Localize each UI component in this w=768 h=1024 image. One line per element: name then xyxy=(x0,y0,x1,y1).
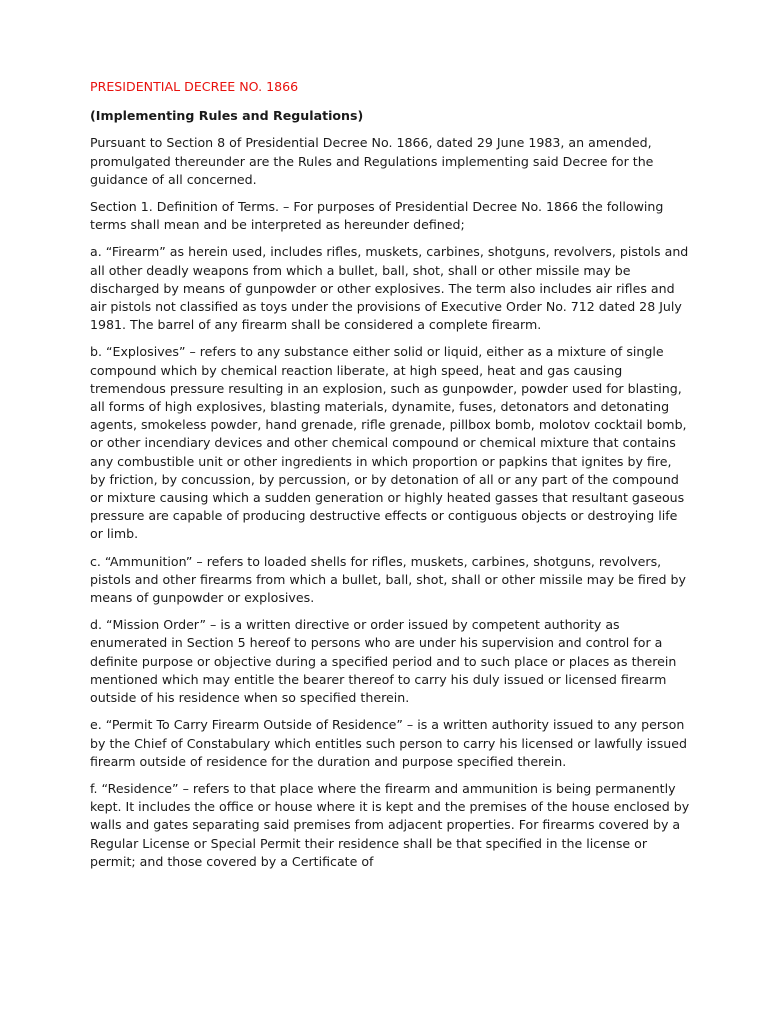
paragraph-preamble: Pursuant to Section 8 of Presidential Decree No. 1866, dated 29 June 1983, an amended, promulgated thereunder are the Rules and Regulations implementing said Decree for the guidance of all concerned. xyxy=(90,135,654,187)
paragraph-residence: f. “Residence” – refers to that place where the firearm and ammunition is being permanently kept. It includes the office or house where it is kept and the premises of the house enclosed by walls and gates separating said premises from adjacent properties. For firearms covered by a Regular License or Special Permit their residence shall be that specified in the license or permit; and those covered by a Certificate of xyxy=(90,780,690,869)
paragraph-firearm: a. “Firearm” as herein used, includes rifles, muskets, carbines, shotguns, revolvers, pistols and all other deadly weapons from which a bullet, ball, shot, shall or other missile may be discharged by means of gunpowder or other explosives. The term also includes air rifles and air pistols not classified as toys under the provisions of Executive Order No. 712 dated 28 July 1981. The barrel of any firearm shall be considered a complete firearm. xyxy=(90,244,689,333)
document-page xyxy=(90,78,690,880)
document-subtitle: (Implementing Rules and Regulations) xyxy=(90,108,364,124)
document-title: PRESIDENTIAL DECREE NO. 1866 xyxy=(90,79,299,94)
paragraph-section-1: Section 1. Definition of Terms. – For purposes of Presidential Decree No. 1866 the following terms shall mean and be interpreted as hereunder defined; xyxy=(90,199,664,233)
paragraph-ammunition: c. “Ammunition” – refers to loaded shells for rifles, muskets, carbines, shotguns, revolvers, pistols and other firearms from which a bullet, ball, shot, shall or other missile may be fired by means of gunpowder or explosives. xyxy=(90,553,686,606)
paragraph-permit-to-carry: e. “Permit To Carry Firearm Outside of Residence” – is a written authority issued to any person by the Chief of Constabulary which entitles such person to carry his licensed or lawfully issued firearm outside of residence for the duration and purpose specified therein. xyxy=(90,717,687,769)
paragraph-mission-order: d. “Mission Order” – is a written directive or order issued by competent authority as enumerated in Section 5 hereof to persons who are under his supervision and control for a definite purpose or objective during a specified period and to such place or places as therein mentioned which may entitle the bearer thereof to carry his duly issued or licensed firearm outside of his residence when so specified therein. xyxy=(90,617,677,706)
paragraph-explosives: b. “Explosives” – refers to any substance either solid or liquid, either as a mixture of single compound which by chemical reaction liberate, at high speed, heat and gas causing tremendous pressure resulting in an explosion, such as gunpowder, powder used for blasting, all forms of high explosives, blasting materials, dynamite, fuses, detonators and detonating agents, smokeless powder, hand grenade, rifle grenade, pillbox bomb, molotov cocktail bomb, or other incendiary devices and other chemical compound or chemical mixture that contains any combustible unit or other ingredients in which proportion or papkins that ignites by fire, by friction, by concussion, by percussion, or by detonation of all or any part of the compound or mixture causing which a sudden generation or highly heated gasses that resultant gaseous pressure are capable of producing destructive effects or contiguous objects or destroying life or limb. xyxy=(90,344,687,542)
